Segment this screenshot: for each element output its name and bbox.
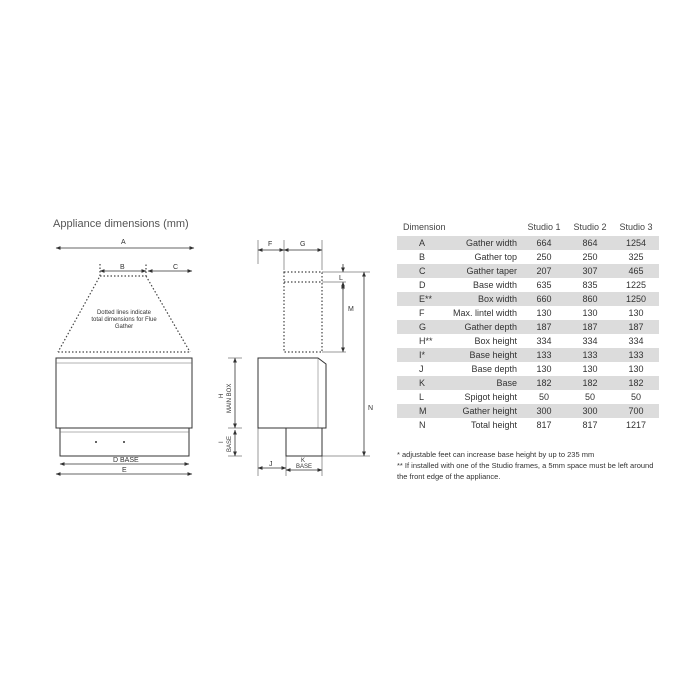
cell-description: Box width xyxy=(443,292,521,306)
cell-studio-1: 817 xyxy=(521,418,567,432)
cell-studio-1: 300 xyxy=(521,404,567,418)
cell-code: H** xyxy=(397,334,443,348)
label-n: N xyxy=(368,405,374,412)
cell-description: Box height xyxy=(443,334,521,348)
cell-studio-1: 207 xyxy=(521,264,567,278)
cell-studio-3: 325 xyxy=(613,250,659,264)
table-header-row xyxy=(397,220,659,236)
dimensions-table xyxy=(397,220,659,432)
table-row xyxy=(397,348,659,362)
table-row xyxy=(397,362,659,376)
cell-studio-3: 1254 xyxy=(613,236,659,250)
cell-studio-3: 1250 xyxy=(613,292,659,306)
cell-description: Gather top xyxy=(443,250,521,264)
label-m: M xyxy=(348,306,354,313)
cell-code: C xyxy=(397,264,443,278)
label-base-side: BASE xyxy=(296,464,313,470)
diagram-title: Appliance dimensions (mm) xyxy=(53,218,189,230)
label-l: L xyxy=(339,275,343,282)
cell-studio-3: 1217 xyxy=(613,418,659,432)
cell-description: Gather height xyxy=(443,404,521,418)
cell-studio-2: 187 xyxy=(567,320,613,334)
table-row xyxy=(397,264,659,278)
cell-studio-2: 130 xyxy=(567,362,613,376)
header-studio-3: Studio 3 xyxy=(619,222,653,232)
cell-code: M xyxy=(397,404,443,418)
cell-studio-1: 50 xyxy=(521,390,567,404)
cell-studio-3: 130 xyxy=(613,362,659,376)
cell-studio-2: 307 xyxy=(567,264,613,278)
cell-studio-1: 635 xyxy=(521,278,567,292)
table-row xyxy=(397,390,659,404)
note-studio-frames: ** If installed with one of the Studio frames, a 5mm space must be left around the front edge of the appliance. xyxy=(397,461,654,481)
cell-code: I* xyxy=(397,348,443,362)
cell-studio-2: 864 xyxy=(567,236,613,250)
table-row xyxy=(397,376,659,390)
gather-note-line-3: Gather xyxy=(114,324,134,330)
gather-note-line-1: Dotted lines indicate xyxy=(96,310,152,316)
label-h: H xyxy=(219,393,225,398)
cell-studio-2: 133 xyxy=(567,348,613,362)
label-c: C xyxy=(173,264,179,271)
cell-studio-2: 250 xyxy=(567,250,613,264)
side-gather-outline xyxy=(284,272,322,352)
table-row xyxy=(397,404,659,418)
table-notes xyxy=(397,449,665,482)
label-g: G xyxy=(300,241,306,248)
label-b: B xyxy=(120,264,125,271)
label-e: E xyxy=(122,467,127,474)
cell-code: L xyxy=(397,390,443,404)
cell-studio-2: 50 xyxy=(567,390,613,404)
cell-description: Base height xyxy=(443,348,521,362)
cell-description: Base width xyxy=(443,278,521,292)
note-adjustable-feet: * adjustable feet can increase base height by up to 235 mm xyxy=(397,450,595,459)
flue-gather-outline xyxy=(58,264,190,352)
cell-studio-1: 182 xyxy=(521,376,567,390)
header-description xyxy=(443,220,521,236)
cell-description: Base depth xyxy=(443,362,521,376)
dimensions-table-wrap xyxy=(397,220,659,432)
cell-studio-1: 660 xyxy=(521,292,567,306)
table-row xyxy=(397,320,659,334)
label-i: I xyxy=(219,441,225,443)
cell-studio-1: 250 xyxy=(521,250,567,264)
header-dimension: Dimension xyxy=(403,222,446,232)
cell-studio-3: 133 xyxy=(613,348,659,362)
cell-studio-3: 187 xyxy=(613,320,659,334)
cell-studio-1: 130 xyxy=(521,362,567,376)
cell-studio-3: 334 xyxy=(613,334,659,348)
label-j: J xyxy=(269,461,273,468)
cell-code: N xyxy=(397,418,443,432)
cell-code: F xyxy=(397,306,443,320)
cell-code: K xyxy=(397,376,443,390)
table-row xyxy=(397,292,659,306)
cell-code: J xyxy=(397,362,443,376)
header-studio-1: Studio 1 xyxy=(527,222,561,232)
label-f: F xyxy=(268,241,273,248)
table-row xyxy=(397,418,659,432)
label-main-box: MAIN BOX xyxy=(227,383,233,413)
side-main-box xyxy=(258,358,326,428)
cell-code: G xyxy=(397,320,443,334)
cell-description: Base xyxy=(443,376,521,390)
cell-studio-3: 50 xyxy=(613,390,659,404)
cell-studio-1: 130 xyxy=(521,306,567,320)
cell-code: A xyxy=(397,236,443,250)
cell-code: B xyxy=(397,250,443,264)
cell-studio-2: 835 xyxy=(567,278,613,292)
front-main-box xyxy=(56,358,192,428)
cell-studio-1: 664 xyxy=(521,236,567,250)
cell-code: E** xyxy=(397,292,443,306)
cell-description: Gather depth xyxy=(443,320,521,334)
cell-description: Max. lintel width xyxy=(443,306,521,320)
cell-studio-3: 130 xyxy=(613,306,659,320)
cell-studio-3: 182 xyxy=(613,376,659,390)
table-row xyxy=(397,278,659,292)
table-row xyxy=(397,334,659,348)
side-base xyxy=(286,428,322,456)
cell-studio-1: 133 xyxy=(521,348,567,362)
cell-studio-3: 1225 xyxy=(613,278,659,292)
cell-studio-3: 700 xyxy=(613,404,659,418)
table-row xyxy=(397,250,659,264)
cell-description: Gather width xyxy=(443,236,521,250)
cell-studio-1: 187 xyxy=(521,320,567,334)
label-a: A xyxy=(121,239,126,246)
label-d-base: D BASE xyxy=(113,457,139,464)
table-row xyxy=(397,236,659,250)
cell-description: Gather taper xyxy=(443,264,521,278)
table-row xyxy=(397,306,659,320)
cell-studio-3: 465 xyxy=(613,264,659,278)
cell-studio-2: 860 xyxy=(567,292,613,306)
cell-description: Total height xyxy=(443,418,521,432)
header-studio-2: Studio 2 xyxy=(573,222,607,232)
cell-studio-2: 182 xyxy=(567,376,613,390)
cell-studio-2: 334 xyxy=(567,334,613,348)
cell-description: Spigot height xyxy=(443,390,521,404)
cell-studio-2: 817 xyxy=(567,418,613,432)
cell-studio-2: 300 xyxy=(567,404,613,418)
cell-code: D xyxy=(397,278,443,292)
cell-studio-1: 334 xyxy=(521,334,567,348)
cell-studio-2: 130 xyxy=(567,306,613,320)
gather-note-line-2: total dimensions for Flue xyxy=(91,317,157,323)
label-k: K xyxy=(301,458,306,464)
label-base-vertical: BASE xyxy=(227,435,233,452)
